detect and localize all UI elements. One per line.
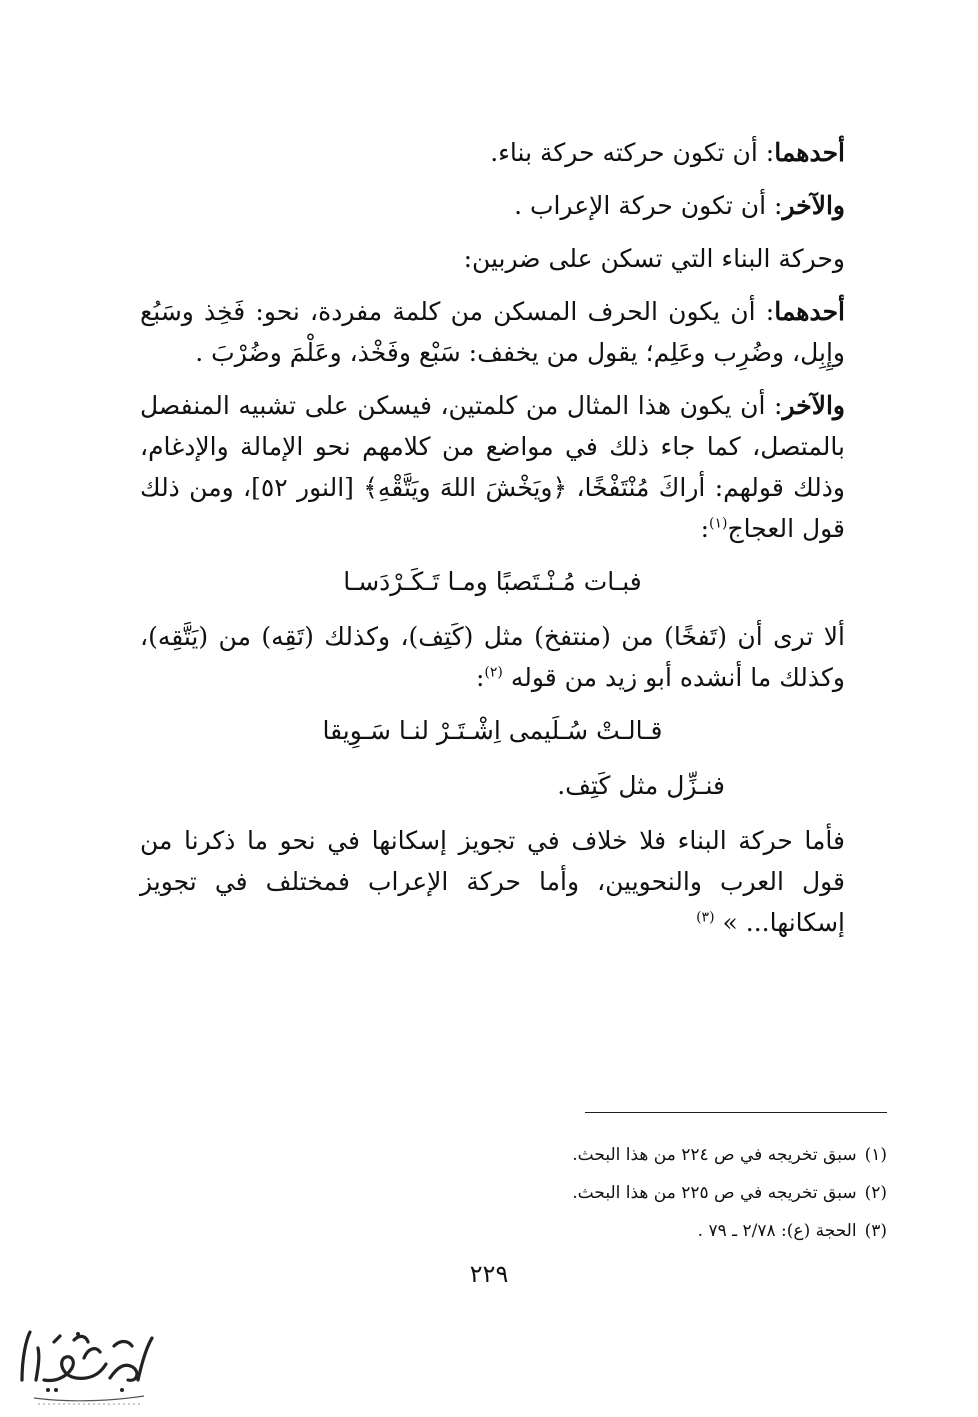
paragraph-4-lead: أحدهما <box>774 297 845 326</box>
paragraph-6 <box>140 616 845 698</box>
paragraph-1-lead: أحدهما <box>774 138 845 167</box>
paragraph-5-text: : أن يكون هذا المثال من كلمتين، فيسكن على تشبيه المنفصل بالمتصل، كما جاء ذلك في مواضع من كلامهم نحو الإمالة والإدغام، وذلك قولهم: أراكَ مُنْتَفْخًا، ﴿ويَخْشَ اللهَ ويَتَّقْهِ﴾ [النور ٥٢]، ومن ذلك قول العجاج <box>140 391 846 543</box>
paragraph-5 <box>140 385 845 549</box>
footnote-2 <box>400 1174 887 1212</box>
paragraph-6-tail: : <box>475 663 485 692</box>
paragraph-3-text: وحركة البناء التي تسكن على ضربين: <box>463 244 845 273</box>
paragraph-3 <box>140 238 845 279</box>
verse-2: قـالـتْ سُـلَيمى اِشْـتَـرْ لنـا سَـوِيقا <box>322 716 663 745</box>
paragraph-2-text: : أن تكون حركة الإعراب . <box>514 191 783 220</box>
footnote-2-number: (٢) <box>864 1183 887 1203</box>
footnote-3 <box>400 1212 887 1250</box>
page-number: ٢٢٩ <box>469 1260 509 1288</box>
footnote-divider <box>585 1112 887 1113</box>
paragraph-1 <box>140 132 845 173</box>
verse-3: فنـزِّل مثل كَتِف. <box>557 771 725 800</box>
footnote-ref-3: (٣) <box>696 909 715 926</box>
verse-1: فبـات مُـنْـتَصبًا ومـا تَـكَـرْدَسـا <box>343 567 642 596</box>
paragraph-4-text: : أن يكون الحرف المسكن من كلمة مفردة، نحو: فَخِذ وسَبُع وإِبِل، وضُرِب وعَلِم؛ يقول من يخفف: سَبْع وفَخْذ، وعَلْمَ وضُرْبَ . <box>140 297 845 367</box>
footnote-3-number: (٣) <box>864 1221 887 1241</box>
footnote-1 <box>400 1136 887 1174</box>
footnote-3-text: الحجة (ع): ٢/٧٨ ـ ٧٩ . <box>697 1221 857 1241</box>
paragraph-5-tail: : <box>700 514 710 543</box>
footnote-1-number: (١) <box>864 1145 887 1165</box>
footnote-2-text: سبق تخريجه في ص ٢٢٥ من هذا البحث. <box>572 1183 857 1203</box>
footnote-ref-2: (٢) <box>484 664 503 681</box>
paragraph-6-text: ألا ترى أن (تَفخًا) من (منتفخ) مثل (كَتِف)، وكذلك (تَقِه) من (يَتَّقِه)، وكذلك ما أنشده أبو زيد من قوله <box>140 622 845 692</box>
footnotes <box>400 1136 887 1250</box>
main-text <box>140 132 845 955</box>
library-stamp-logo <box>14 1318 164 1410</box>
paragraph-7 <box>140 820 845 943</box>
paragraph-2-lead: والآخر <box>782 191 845 220</box>
paragraph-2 <box>140 185 845 226</box>
footnote-ref-1: (١) <box>709 515 728 532</box>
paragraph-4 <box>140 291 845 373</box>
paragraph-1-text: : أن تكون حركته حركة بناء. <box>490 138 775 167</box>
paragraph-7-text: فأما حركة البناء فلا خلاف في تجويز إسكانها في نحو ما ذكرنا من قول العرب والنحويين، وأما حركة الإعراب فمختلف في تجويز إسكانها... » <box>140 826 845 937</box>
footnote-1-text: سبق تخريجه في ص ٢٢٤ من هذا البحث. <box>572 1145 857 1165</box>
paragraph-5-lead: والآخر <box>782 391 845 420</box>
